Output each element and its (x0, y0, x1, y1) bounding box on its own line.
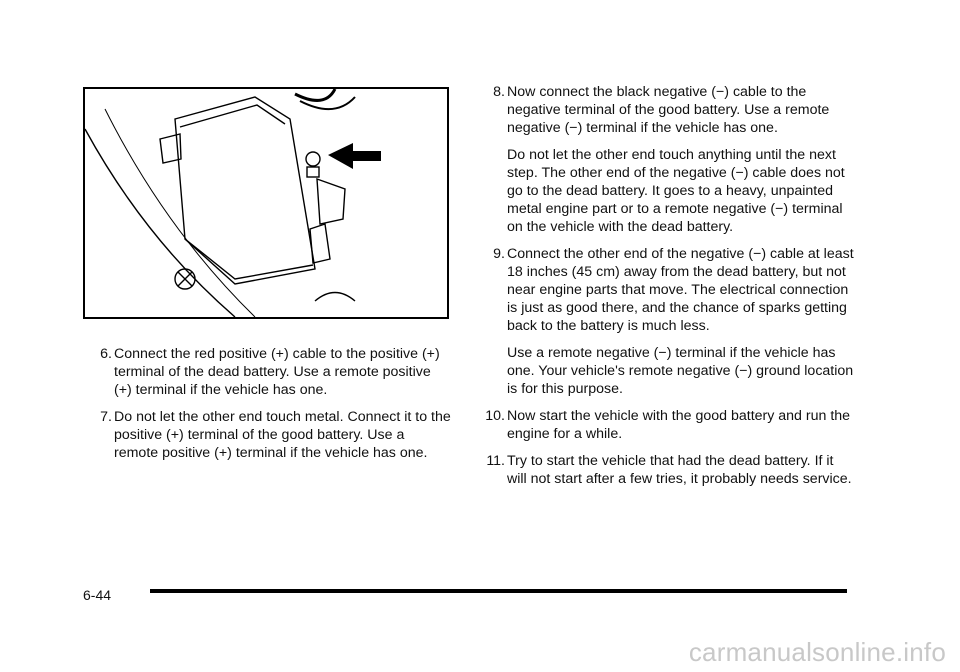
step-text: Connect the other end of the negative (−) cable at least 18 inches (45 cm) away from the dead battery, but not near engine parts that move. The electrical connection is just as good there, and the chance of sparks getting back to the battery is much less. (507, 246, 854, 334)
step-7 (92, 408, 452, 462)
step-number: 11. (486, 453, 505, 469)
step-number: 10. (485, 408, 505, 424)
battery-jump-start-illustration-icon (85, 89, 447, 317)
step-text: Do not let the other end touch metal. Connect it to the positive (+) terminal of the good battery. Use a remote positive (+) terminal if the vehicle has one. (114, 409, 451, 461)
step-number: 6. (100, 346, 112, 362)
footer-rule (150, 589, 847, 593)
step-text: Connect the red positive (+) cable to the positive (+) terminal of the dead battery. Use a remote positive (+) terminal if the vehicle has one. (114, 346, 440, 398)
step-8 (485, 83, 855, 236)
step-9 (485, 245, 855, 398)
step-text: Now connect the black negative (−) cable to the negative terminal of the good battery. Use a remote negative (−) terminal if the vehicle has one. (507, 84, 830, 136)
engine-bay-illustration (83, 87, 449, 319)
step-number: 8. (493, 84, 505, 100)
step-10 (485, 407, 855, 443)
page-number: 6-44 (83, 587, 112, 603)
step-text: Try to start the vehicle that had the dead battery. If it will not start after a few tries, it probably needs service. (507, 453, 852, 487)
step-note: Do not let the other end touch anything until the next step. The other end of the negative (−) cable does not go to the dead battery. It goes to a heavy, unpainted metal engine part or to a remote negative (−) terminal on the vehicle with the dead battery. (507, 147, 845, 235)
watermark: carmanualsonline.info (688, 637, 946, 667)
step-11 (485, 452, 855, 488)
step-6 (92, 345, 452, 399)
step-number: 9. (493, 246, 505, 262)
right-column (485, 83, 855, 497)
left-column (92, 345, 452, 471)
step-note: Use a remote negative (−) terminal if the vehicle has one. Your vehicle's remote negative (−) ground location is for this purpose. (507, 345, 854, 397)
step-number: 7. (100, 409, 112, 425)
step-text: Now start the vehicle with the good battery and run the engine for a while. (507, 408, 851, 442)
